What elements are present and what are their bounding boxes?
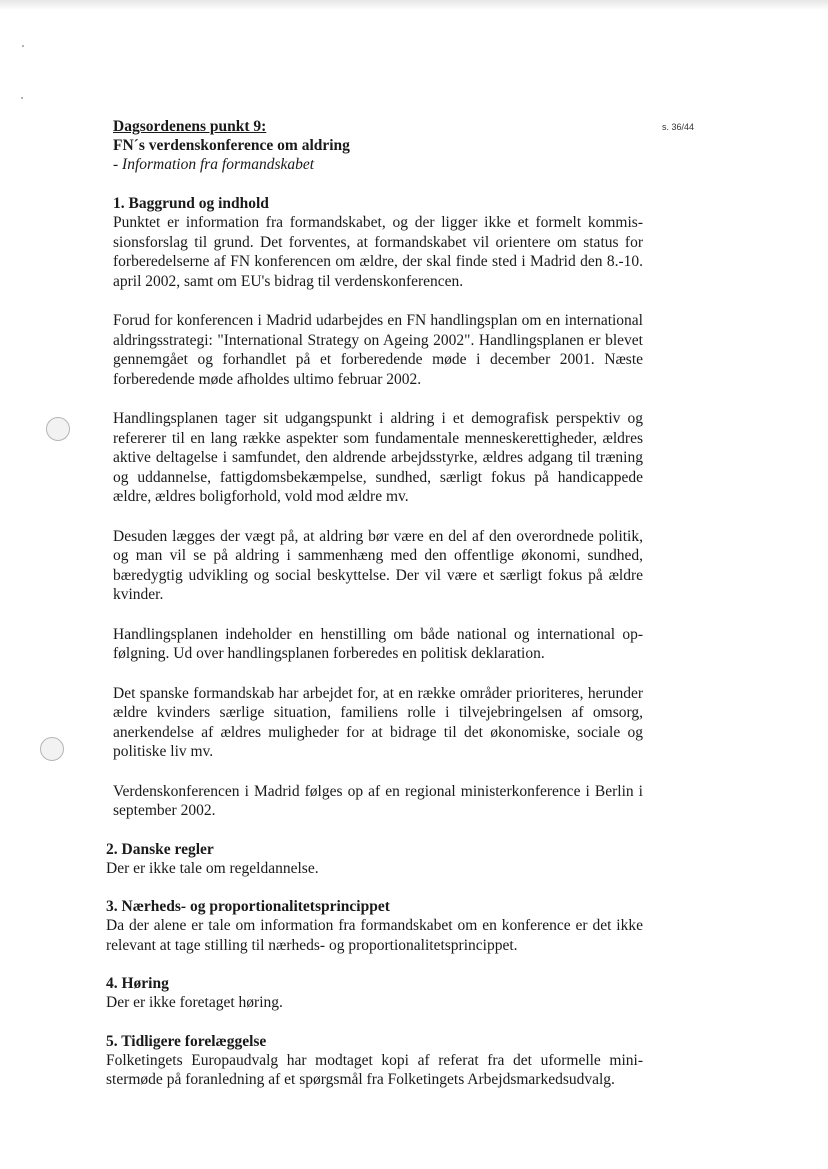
agenda-subtitle: FN´s verdenskonference om aldring xyxy=(113,137,350,154)
scan-speck xyxy=(22,45,24,47)
punch-hole xyxy=(46,417,70,441)
agenda-heading: Dagsordenens punkt 9: xyxy=(113,118,267,135)
paragraph: Handlingsplanen indeholder en henstilling om både national og international opfølgning. Ud over handlingsplanen forberedes en politisk deklaration. xyxy=(113,625,643,662)
paragraph: Der er ikke tale om regeldannelse. xyxy=(106,859,319,877)
punch-hole xyxy=(40,737,64,761)
page-number: s. 36/44 xyxy=(662,122,695,132)
document-body xyxy=(106,117,643,1090)
paragraph: Punktet er information fra formandskabet, og der ligger ikke et formelt kommissionsforslag til grund. Det forventes, at formandskabet vil orientere om status for forberedelserne af FN konferencen om ældre, der skal finde sted i Madrid den 8.-10. april 2002, samt om EU's bidrag til verdenskonferencen. xyxy=(113,214,643,290)
paragraph: Det spanske formandskab har arbejdet for, at en række områder prioriteres, herunder ældre kvinders særlige situation, familiens rolle i tilvejebringelsen af omsorg, anerkendelse af ældres muligheder for at bidrage til det økonomiske, sociale og politiske liv mv. xyxy=(113,684,643,760)
section-2-title: 2. Danske regler xyxy=(106,840,214,858)
paragraph: Verdenskonferencen i Madrid følges op af en regional ministerkonference i Berlin i september 2002. xyxy=(113,782,643,819)
agenda-intro: - Information fra formandskabet xyxy=(113,156,315,173)
paragraph: Folketingets Europaudvalg har modtaget kopi af referat fra det uformelle ministermøde på foranledning af et spørgsmål fra Folketingets Arbejdsmarkedsudvalg. xyxy=(106,1051,643,1088)
paragraph: Handlingsplanen tager sit udgangspunkt i aldring i et demografisk perspektiv og refererer til en lang række aspekter som fundamentale menneskerettigheder, ældres aktive deltagelse i samfundet, den aldrende arbejdsstyrke, ældres adgang til træning og uddannelse, fattigdomsbekæmpelse, sundhed, særligt fokus på handicappede ældre, ældres boligforhold, vold mod ældre mv. xyxy=(113,410,643,505)
paragraph: Da der alene er tale om information fra formandskabet om en konference er det ikke relevant at tage stilling til nærheds- og proportionalitetsprincippet. xyxy=(106,917,643,954)
paragraph: Desuden lægges der vægt på, at aldring bør være en del af den overordnede politik, og man vil se på aldring i sammenhæng med den offentlige økonomi, sundhed, bæredygtig udvikling og social beskyttelse. Der vil være et særligt fokus på ældre kvinder. xyxy=(113,527,643,603)
paragraph: Der er ikke foretaget høring. xyxy=(106,994,283,1011)
scan-edge xyxy=(0,0,828,10)
scan-speck xyxy=(21,97,23,99)
paragraph: Forud for konferencen i Madrid udarbejdes en FN handlingsplan om en international aldringsstrategi: "International Strategy on Ageing 2002". Handlingsplanen er blevet gennemgået og forhandlet på et forberedende møde i december 2001. Næste forberedende møde afholdes ultimo februar 2002. xyxy=(113,312,643,388)
section-1-title: 1. Baggrund og indhold xyxy=(113,195,269,212)
section-3-title: 3. Nærheds- og proportionalitetsprincippet xyxy=(106,898,390,915)
section-5-title: 5. Tidligere forelæggelse xyxy=(106,1032,267,1050)
section-4-title: 4. Høring xyxy=(106,975,169,992)
